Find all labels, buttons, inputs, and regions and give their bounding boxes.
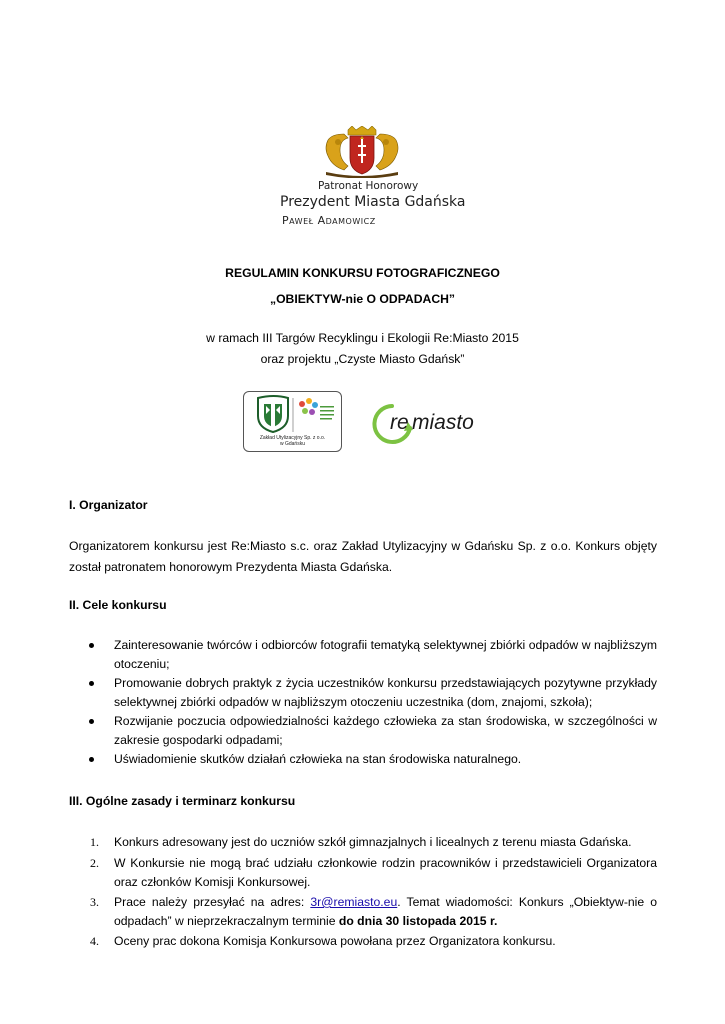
list-number: 2. [90, 856, 99, 870]
rule-3-text-start: Prace należy przesyłać na adres: [114, 895, 311, 909]
goal-list-item: Promowanie dobrych praktyk z życia uczestników konkursu przedstawiających pozytywne przykłady selektywnej zbiórki odpadów w najbliższym otoczeniu uczestnika (dom, znajomi, szkoła); [114, 676, 657, 709]
rule-3-text-middle: . Temat wiadomości: Konkurs „Obiektyw-nie o odpadach” w nieprzekraczalnym terminie [114, 895, 657, 928]
email-link[interactable]: 3r@remiasto.eu [310, 895, 398, 909]
remiasto-logo-re: re [390, 411, 409, 434]
patronage-line-3: Paweł Adamowicz [282, 214, 376, 227]
bullet-icon [88, 681, 96, 689]
patronage-line-1: Patronat Honorowy [318, 180, 419, 192]
gdansk-coat-of-arms-icon [318, 126, 406, 178]
rule-list-item: Konkurs adresowany jest do uczniów szkół gimnazjalnych i licealnych z terenu miasta Gdańska. [114, 835, 632, 849]
bullet-icon [88, 643, 96, 651]
list-number: 1. [90, 835, 99, 849]
section-2-heading: II. Cele konkursu [69, 598, 167, 612]
rule-list-item: W Konkursie nie mogą brać udziału członkowie rodzin pracowników i przedstawicieli Organizatora oraz członków Komisji Konkursowej. [114, 856, 657, 889]
zut-logo [243, 391, 342, 452]
goal-list-item: Zainteresowanie twórców i odbiorców fotografii tematyką selektywnej zbiórki odpadów w najbliższym otoczeniu; [114, 638, 657, 671]
remiasto-logo-miasto: miasto [412, 411, 474, 434]
document-subtitle-line-1: w ramach III Targów Recyklingu i Ekologii Re:Miasto 2015 [206, 331, 519, 345]
zut-emblem-icon [244, 392, 341, 436]
section-1-text: Organizatorem konkursu jest Re:Miasto s.c. oraz Zakład Utylizacyjny w Gdańsku Sp. z o.o. Konkurs objęty został patronatem honorowym Prezydenta Miasta Gdańska. [69, 539, 657, 574]
goal-list-item: Rozwijanie poczucia odpowiedzialności każdego człowieka za stan środowiska, w szczególności w zakresie gospodarki odpadami; [114, 714, 657, 747]
zut-caption-line-2: w Gdańsku [279, 441, 305, 447]
section-1-heading: I. Organizator [69, 498, 148, 512]
list-number: 3. [90, 895, 99, 909]
list-number: 4. [90, 934, 99, 948]
bullet-icon [88, 757, 96, 765]
document-title-line-2: „OBIEKTYW-nie O ODPADACH” [269, 292, 456, 306]
remiasto-logo [372, 398, 500, 446]
rule-list-item: Oceny prac dokona Komisja Konkursowa powołana przez Organizatora konkursu. [114, 934, 556, 948]
bullet-icon [88, 719, 96, 727]
deadline-text: do dnia 30 listopada 2015 r. [338, 914, 498, 928]
zut-logo-caption [248, 435, 337, 447]
zut-caption-line-1: Zakład Utylizacyjny Sp. z o.o. [259, 435, 326, 441]
goal-list-item: Uświadomienie skutków działań człowieka na stan środowiska naturalnego. [114, 752, 522, 766]
rule-list-item [114, 893, 657, 931]
patronage-line-2: Prezydent Miasta Gdańska [280, 194, 466, 210]
document-title-line-1: REGULAMIN KONKURSU FOTOGRAFICZNEGO [225, 266, 500, 280]
section-3-heading: III. Ogólne zasady i terminarz konkursu [69, 794, 296, 808]
document-subtitle-line-2: oraz projektu „Czyste Miasto Gdańsk” [260, 352, 465, 366]
